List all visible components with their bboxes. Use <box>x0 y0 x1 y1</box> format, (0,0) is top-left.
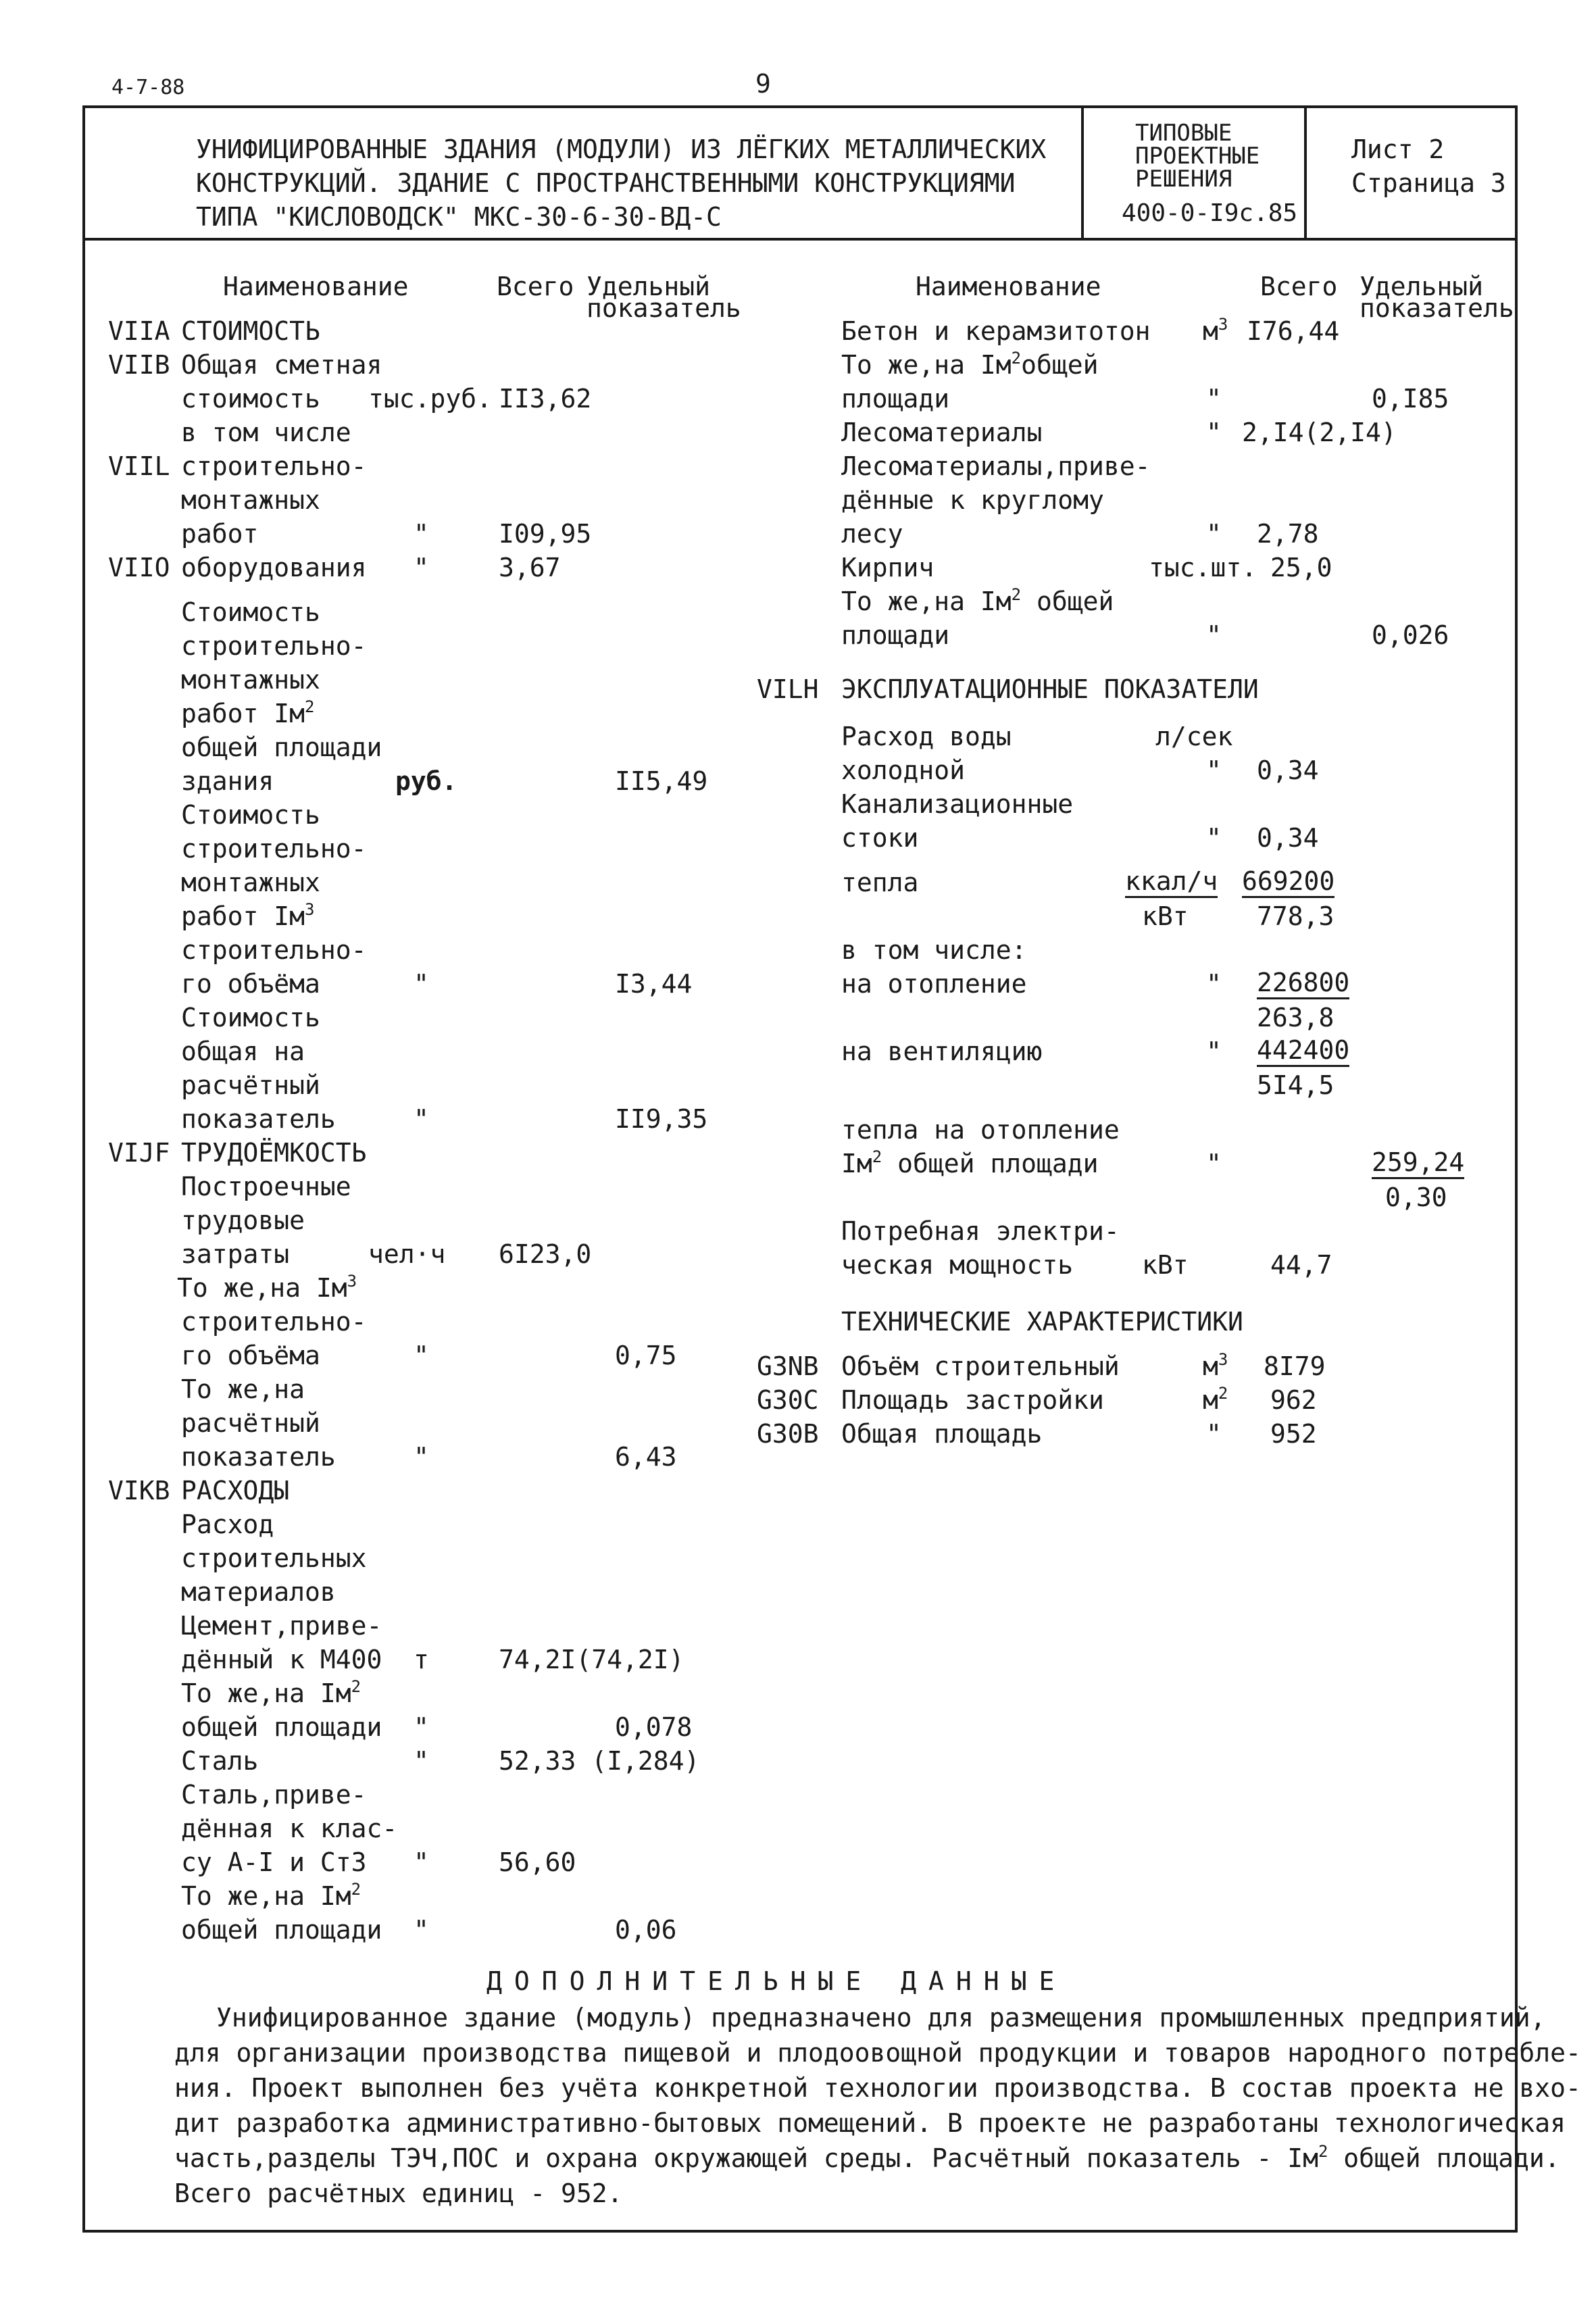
row-unit <box>1203 1384 1228 1416</box>
row-label: общей площади <box>181 1712 382 1742</box>
row-label <box>841 349 1099 381</box>
paragraph-line: Всего расчётных единиц - 952. <box>174 2179 623 2208</box>
row-unit: " <box>1206 620 1222 650</box>
row-total: 25,0 <box>1270 553 1332 582</box>
row-unit: " <box>414 1712 429 1742</box>
row-label: То же,на <box>181 1374 305 1404</box>
row-label: трудовые <box>181 1205 305 1235</box>
sheet-label: Лист 2 <box>1351 134 1445 164</box>
superscript: 2 <box>872 1147 882 1166</box>
row-total: 8I79 <box>1264 1351 1326 1381</box>
column-header: Наименование <box>916 272 1101 301</box>
row-total: 0,34 <box>1257 755 1319 785</box>
row-label: монтажных <box>181 868 320 897</box>
superscript: 3 <box>1218 315 1228 334</box>
row-label: го объёма <box>181 969 320 999</box>
row-total: 962 <box>1270 1385 1317 1415</box>
row-label-text: То же,на Iм <box>181 1881 351 1911</box>
row-specific: 0,75 <box>615 1341 677 1370</box>
row-label: Общая площадь <box>841 1419 1043 1449</box>
row-label: работ <box>181 519 259 549</box>
column-header: Удельный <box>587 272 711 301</box>
row-label: су А-I и Ст3 <box>181 1847 367 1877</box>
row-label: Объём строительный <box>841 1351 1120 1381</box>
row-total: I09,95 <box>499 519 592 549</box>
row-label: дённые к круглому <box>841 485 1104 515</box>
row-label: го объёма <box>181 1341 320 1370</box>
row-total: II3,62 <box>499 384 592 414</box>
section-title: ДОПОЛНИТЕЛЬНЫЕ ДАННЫЕ <box>487 1966 1067 1996</box>
row-label: на вентиляцию <box>841 1037 1043 1066</box>
row-total: 74,2I(74,2I) <box>499 1645 684 1674</box>
row-label: Общая сметная <box>181 350 382 380</box>
paragraph-line: Унифицированное здание (модуль) предназначено для размещения промышленных предприятий, <box>216 2003 1546 2033</box>
row-label: дённый к М400 <box>181 1645 382 1674</box>
row-label: Площадь застройки <box>841 1385 1104 1415</box>
page-number: 9 <box>755 69 771 99</box>
row-label: лесу <box>841 519 903 549</box>
row-label: затраты <box>181 1239 290 1269</box>
row-total: 6I23,0 <box>499 1239 592 1269</box>
row-unit: " <box>414 1915 429 1945</box>
row-label <box>181 697 314 730</box>
section-heading: СТОИМОСТЬ <box>181 316 320 346</box>
superscript: 2 <box>305 697 315 716</box>
row-label-text: работ Iм <box>181 699 305 728</box>
row-total: 2,I4(2,I4) <box>1242 418 1397 447</box>
row-label-text: общей <box>1021 350 1099 380</box>
row-unit: " <box>1206 1149 1222 1178</box>
row-label <box>181 1880 361 1912</box>
section-heading: ТЕХНИЧЕСКИЕ ХАРАКТЕРИСТИКИ <box>841 1307 1243 1337</box>
row-label: Построечные <box>181 1172 351 1201</box>
row-unit: т <box>414 1645 429 1674</box>
row-label <box>181 900 314 932</box>
row-unit: " <box>414 1442 429 1472</box>
header-separator <box>1304 105 1307 239</box>
row-unit: кВт <box>1142 1250 1189 1280</box>
superscript: 2 <box>351 1677 361 1696</box>
row-label: Потребная электри- <box>841 1216 1120 1246</box>
header-title-line: УНИФИЦИРОВАННЫЕ ЗДАНИЯ (МОДУЛИ) ИЗ ЛЁГКИХ МЕТАЛЛИЧЕСКИХ <box>196 134 1047 164</box>
row-label: Стоимость <box>181 597 320 627</box>
row-code: VIIB <box>108 350 170 380</box>
row-label: в том числе: <box>841 935 1027 965</box>
row-label: показатель <box>181 1104 336 1134</box>
row-label-text: То же,на Iм <box>177 1273 347 1303</box>
row-unit: " <box>1206 418 1222 447</box>
row-label: Сталь <box>181 1746 259 1776</box>
row-total: I76,44 <box>1247 316 1340 346</box>
row-specific: 0,06 <box>615 1915 677 1945</box>
section-heading: РАСХОДЫ <box>181 1476 290 1505</box>
row-label: общей площади <box>181 1915 382 1945</box>
row-label: строительно- <box>181 631 367 661</box>
superscript: 2 <box>1318 2142 1328 2161</box>
row-label-text: общей <box>1037 587 1114 616</box>
row-specific: 0,078 <box>615 1712 693 1742</box>
row-unit <box>1203 315 1228 347</box>
doc-code: 4-7-88 <box>111 76 185 99</box>
row-label: стоимость <box>181 384 320 414</box>
row-code: VIIO <box>108 553 170 582</box>
row-label-text: То же,на Iм <box>181 1678 351 1708</box>
row-label: площади <box>841 620 950 650</box>
row-label: показатель <box>181 1442 336 1472</box>
row-total: 442400 <box>1257 1035 1349 1067</box>
row-total: 2,78 <box>1257 519 1319 549</box>
row-specific: 0,I85 <box>1372 384 1449 414</box>
row-label: Кирпич <box>841 553 934 582</box>
row-code: G3NB <box>757 1351 819 1381</box>
header-divider <box>82 238 1518 241</box>
row-unit: " <box>1206 1419 1222 1449</box>
row-total: 52,33 (I,284) <box>499 1746 700 1776</box>
row-label: дённая к клас- <box>181 1814 398 1843</box>
row-unit: " <box>1206 519 1222 549</box>
row-code: VIIL <box>108 451 170 481</box>
row-code: G30B <box>757 1419 819 1449</box>
row-total: 226800 <box>1257 968 1349 999</box>
row-label <box>181 1677 361 1710</box>
row-unit: руб. <box>395 766 457 796</box>
superscript: 3 <box>347 1272 357 1291</box>
section-heading: ТРУДОЁМКОСТЬ <box>181 1138 367 1168</box>
row-unit: ккал/ч <box>1125 866 1218 898</box>
row-unit: л/сек <box>1155 722 1233 751</box>
row-label: тепла на отопление <box>841 1115 1120 1145</box>
row-label: Стоимость <box>181 800 320 830</box>
row-label: здания <box>181 766 274 796</box>
row-unit: кВт <box>1142 901 1189 931</box>
row-label: строительно- <box>181 935 367 965</box>
row-total: 952 <box>1270 1419 1317 1449</box>
paragraph-line <box>174 2141 1560 2176</box>
column-header: Наименование <box>223 272 409 301</box>
row-label: Расход воды <box>841 722 1012 751</box>
row-label: площади <box>841 384 950 414</box>
row-specific: 259,24 <box>1372 1147 1464 1179</box>
row-specific: 6,43 <box>615 1442 677 1472</box>
paragraph-line: дит разработка административно-бытовых помещений. В проекте не разработаны технологическая <box>174 2108 1566 2138</box>
row-total: 5I4,5 <box>1257 1070 1335 1100</box>
row-label: Цемент,приве- <box>181 1611 382 1641</box>
superscript: 2 <box>1011 349 1022 368</box>
row-label: общей площади <box>181 732 382 762</box>
row-specific: 0,30 <box>1385 1183 1447 1212</box>
row-label: материалов <box>181 1577 336 1607</box>
header-title-line: КОНСТРУКЦИЙ. ЗДАНИЕ С ПРОСТРАНСТВЕННЫМИ КОНСТРУКЦИЯМИ <box>196 168 1016 198</box>
row-unit: " <box>414 519 429 549</box>
row-label: Лесоматериалы <box>841 418 1043 447</box>
row-unit: " <box>414 1847 429 1877</box>
row-unit: " <box>414 969 429 999</box>
superscript: 3 <box>305 900 315 919</box>
row-label <box>841 1147 1099 1180</box>
row-label-text: Iм <box>841 1149 872 1178</box>
row-label: стоки <box>841 823 919 853</box>
row-unit: чел·ч <box>368 1239 446 1269</box>
row-unit-text: м <box>1203 316 1218 346</box>
row-total: 56,60 <box>499 1847 576 1877</box>
row-unit: " <box>414 1341 429 1370</box>
row-specific: II5,49 <box>615 766 708 796</box>
row-label-text: То же,на Iм <box>841 587 1012 616</box>
column-header: показатель <box>587 293 741 323</box>
row-specific: 0,026 <box>1372 620 1449 650</box>
row-label: Лесоматериалы,приве- <box>841 451 1151 481</box>
row-label: в том числе <box>181 418 351 447</box>
superscript: 2 <box>351 1880 361 1899</box>
column-header: Удельный <box>1360 272 1484 301</box>
superscript: 3 <box>1218 1350 1228 1369</box>
superscript: 2 <box>1011 585 1022 604</box>
row-label <box>177 1272 357 1304</box>
row-unit: " <box>1206 1037 1222 1066</box>
header-separator <box>1081 105 1084 239</box>
row-code: VILH <box>757 674 819 704</box>
row-specific: I3,44 <box>615 969 693 999</box>
paragraph-text: общей площади. <box>1328 2143 1560 2173</box>
row-label: Бетон и керамзитотон <box>841 316 1151 346</box>
row-label-text: работ Iм <box>181 901 305 931</box>
row-total: 0,34 <box>1257 823 1319 853</box>
project-number: 400-0-I9с.85 <box>1122 199 1298 227</box>
row-label: холодной <box>841 755 966 785</box>
row-unit: " <box>414 553 429 582</box>
row-unit: " <box>1206 969 1222 999</box>
paragraph-text: часть,разделы ТЭЧ,ПОС и охрана окружающей среды. Расчётный показатель - Iм <box>174 2143 1318 2173</box>
section-heading: ЭКСПЛУАТАЦИОННЫЕ ПОКАЗАТЕЛИ <box>841 674 1259 704</box>
row-label: строительно- <box>181 834 367 864</box>
row-unit: " <box>414 1746 429 1776</box>
column-header: показатель <box>1360 293 1514 323</box>
row-label: общая на <box>181 1037 305 1066</box>
column-header: Всего <box>1260 272 1338 301</box>
stamp-label: ТИПОВЫЕ <box>1135 120 1232 147</box>
row-label-text: То же,на Iм <box>841 350 1012 380</box>
row-unit: тыс.шт. <box>1149 553 1257 582</box>
row-unit <box>1203 1350 1228 1383</box>
row-unit: тыс.руб. <box>368 384 493 414</box>
row-label: монтажных <box>181 665 320 695</box>
row-label: тепла <box>841 868 919 897</box>
paragraph-line: для организации производства пищевой и плодоовощной продукции и товаров народного потребле- <box>174 2038 1581 2068</box>
row-label: на отопление <box>841 969 1027 999</box>
row-label: Сталь,приве- <box>181 1780 367 1810</box>
row-label: строительных <box>181 1543 367 1573</box>
row-label <box>841 585 1114 618</box>
superscript: 2 <box>1218 1384 1228 1403</box>
header-title-line: ТИПА "КИСЛОВОДСК" МКС-30-6-30-ВД-С <box>196 202 722 232</box>
stamp-label: ПРОЕКТНЫЕ <box>1135 143 1260 170</box>
stamp-label: РЕШЕНИЯ <box>1135 166 1232 193</box>
row-total: 778,3 <box>1257 901 1335 931</box>
row-unit: " <box>1206 823 1222 853</box>
row-label: строительно- <box>181 451 367 481</box>
row-label: строительно- <box>181 1307 367 1337</box>
column-header: Всего <box>497 272 574 301</box>
row-code: VIIA <box>108 316 170 346</box>
row-label: Канализационные <box>841 789 1074 819</box>
row-total: 44,7 <box>1270 1250 1332 1280</box>
row-unit-text: м <box>1203 1351 1218 1381</box>
page-label: Страница 3 <box>1351 168 1506 198</box>
row-label: Стоимость <box>181 1003 320 1032</box>
row-code: VIKB <box>108 1476 170 1505</box>
row-total: 263,8 <box>1257 1003 1335 1032</box>
row-unit: " <box>1206 755 1222 785</box>
row-total: 669200 <box>1242 866 1335 898</box>
row-label: ческая мощность <box>841 1250 1074 1280</box>
paragraph-line: ния. Проект выполнен без учёта конкретной технологии производства. В состав проекта не вхо- <box>174 2073 1581 2103</box>
row-specific: II9,35 <box>615 1104 708 1134</box>
row-total: 3,67 <box>499 553 561 582</box>
row-label: монтажных <box>181 485 320 515</box>
row-label-text: общей площади <box>897 1149 1099 1178</box>
row-label: расчётный <box>181 1070 320 1100</box>
row-label: оборудования <box>181 553 367 582</box>
row-code: G30C <box>757 1385 819 1415</box>
row-unit: " <box>414 1104 429 1134</box>
row-code: VIJF <box>108 1138 170 1168</box>
row-unit: " <box>1206 384 1222 414</box>
row-label: расчётный <box>181 1408 320 1438</box>
row-label: Расход <box>181 1510 274 1539</box>
row-unit-text: м <box>1203 1385 1218 1415</box>
